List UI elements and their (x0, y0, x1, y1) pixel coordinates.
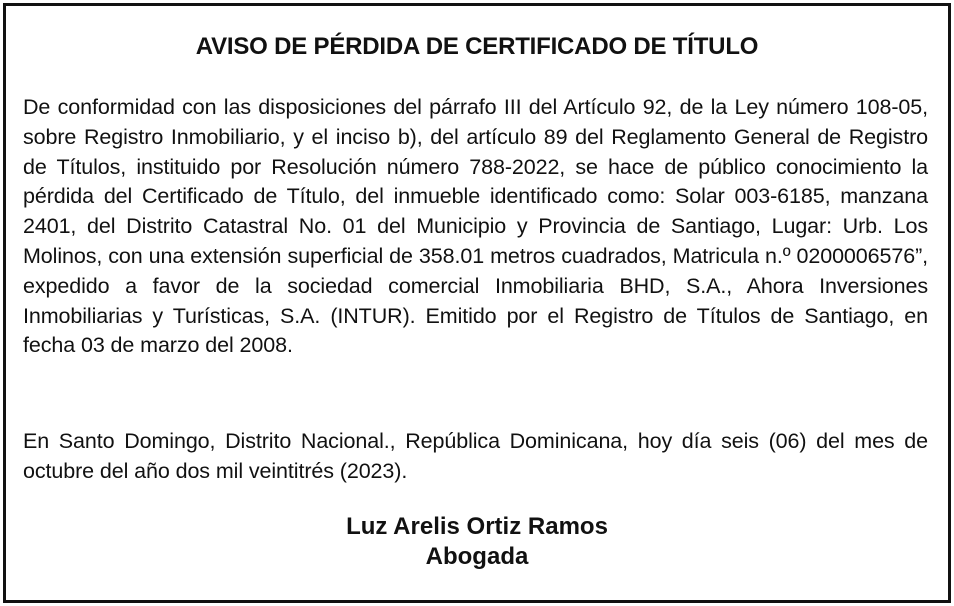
signer-name: Luz Arelis Ortiz Ramos (346, 513, 608, 540)
notice-date-paragraph: En Santo Domingo, Distrito Nacional., República Dominicana, hoy día seis (06) del mes de octubre del año dos mil veintitrés (2023). (23, 429, 928, 483)
notice-title: AVISO DE PÉRDIDA DE CERTIFICADO DE TÍTULO (195, 33, 759, 60)
notice-body-paragraph: De conformidad con las disposiciones del párrafo III del Artículo 92, de la Ley número 108-05, sobre Registro Inmobiliario, y el inciso b), del artículo 89 del Reglamento General de Registro de Títulos, instituido por Resolución número 788-2022, se hace de público conocimiento la pérdida del Certificado de Título, del inmueble identificado como: Solar 003-6185, manzana 2401, del Distrito Catastral No. 01 del Municipio y Provincia de Santiago, Lugar: Urb. Los Molinos, con una extensión superficial de 358.01 metros cuadrados, Matricula n.º 0200006576”, expedido a favor de la sociedad comercial Inmobiliaria BHD, S.A., Ahora Inversiones Inmobiliarias y Turísticas, S.A. (INTUR). Emitido por el Registro de Títulos de Santiago, en fecha 03 de marzo del 2008. (23, 95, 928, 358)
legal-notice (3, 3, 951, 603)
signer-title: Abogada (425, 543, 529, 570)
signature-block (6, 512, 948, 572)
